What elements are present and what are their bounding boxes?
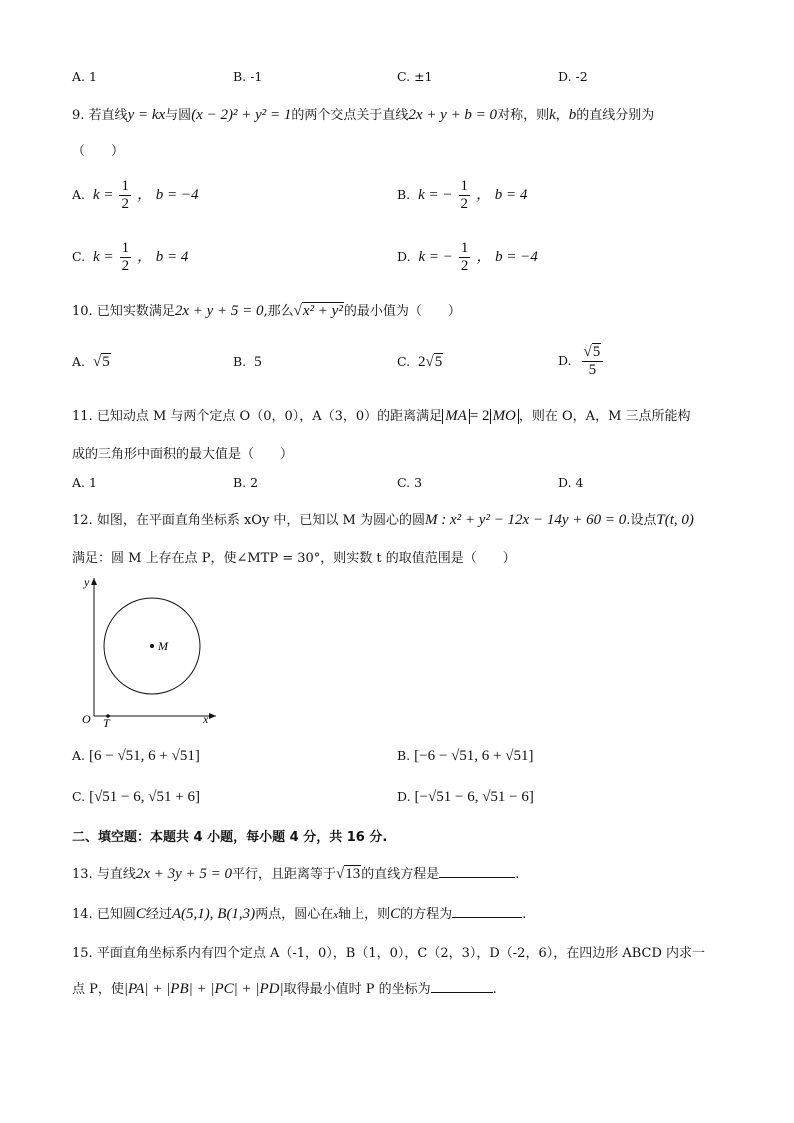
- q14-text: 的方程为: [400, 907, 453, 922]
- q9-text: 与圆: [165, 108, 192, 123]
- q15-stem-line2: [72, 978, 497, 998]
- q15-text: 点 P，使: [72, 982, 124, 997]
- q15-expr: |PA| + |PB| + |PC| + |PD|: [123, 981, 284, 997]
- answer-blank[interactable]: [439, 865, 515, 878]
- q9-var-b: b: [568, 107, 577, 123]
- q14-x: x: [333, 909, 339, 921]
- q14-text: 两点，圆心在: [255, 907, 334, 922]
- fraction: $\frac{1}{2}$: [460, 178, 469, 212]
- y-label: y: [84, 575, 90, 589]
- q9-option-b: [397, 178, 527, 213]
- q10-number: 10.: [72, 304, 93, 319]
- q9-a-k: k =: [92, 187, 114, 203]
- option-label: A.: [72, 748, 86, 763]
- q12-option-d: [397, 789, 534, 806]
- q10-text: ,那么: [263, 304, 294, 319]
- q12-text: .设点: [626, 513, 657, 528]
- q10-option-b: [233, 354, 262, 371]
- q9-text: 对称，则: [497, 108, 550, 123]
- q13-text: 平行，且距离等于: [232, 867, 337, 882]
- t-label: T: [103, 716, 110, 730]
- q9-c-b: ， b = 4: [137, 249, 189, 265]
- q12-point-t: T(t, 0): [656, 512, 694, 528]
- q12-circle-eq: M : x² + y² − 12x − 14y + 60 = 0: [425, 512, 627, 528]
- q13-end: .: [515, 867, 520, 882]
- q12-c-interval: [√51 − 6, √51 + 6]: [89, 789, 200, 805]
- q9-text: 的直线分别为: [576, 108, 655, 123]
- q12-b-interval: [−6 − √51, 6 + √51]: [414, 748, 534, 764]
- q11-option-c: C. 3: [397, 475, 423, 490]
- option-label: D.: [558, 353, 572, 368]
- q14-c2: C: [390, 906, 401, 922]
- q15-text: 平面直角坐标系内有四个定点 A（-1，0），B（1，0），C（2，3），D（-2，6），在四边形 ABCD 内求一: [96, 946, 706, 961]
- q8-option-c: C. ±1: [397, 69, 433, 84]
- q12-d-interval: [−√51 − 6, √51 − 6]: [414, 789, 534, 805]
- q9-a-b: ， b = −4: [136, 187, 199, 203]
- option-label: C.: [397, 354, 411, 369]
- q9-option-d: [397, 240, 538, 275]
- q15-stem-line1: [72, 942, 705, 961]
- q9-text: 若直线: [88, 108, 128, 123]
- q11-option-d: D. 4: [558, 475, 584, 490]
- q8-option-b: B. -1: [233, 69, 263, 84]
- q9-number: 9.: [72, 108, 85, 123]
- q12-option-a: [72, 748, 200, 765]
- q12-option-c: [72, 789, 200, 806]
- q13-eq: 2x + 3y + 5 = 0: [135, 866, 233, 882]
- q13-text: 与直线: [96, 867, 136, 882]
- q13-text: 的直线方程是: [361, 867, 440, 882]
- q11-text: 已知动点 M 与两个定点 O（0，0），A（3，0）的距离满足: [96, 409, 443, 424]
- q14-text: 轴上，则: [338, 907, 391, 922]
- option-label: C.: [72, 249, 86, 264]
- origin-label: O: [82, 712, 91, 726]
- q10-sqrt: √x² + y²: [293, 303, 343, 319]
- q9-var-k: k: [549, 107, 556, 123]
- q13-number: 13.: [72, 867, 93, 882]
- q9-text: 的两个交点关于直线: [291, 108, 409, 123]
- option-label: B.: [397, 187, 411, 202]
- q10-eq: 2x + y + 5 = 0: [174, 303, 264, 319]
- q9-c-k: k =: [93, 249, 114, 265]
- fraction: $\frac{1}{2}$: [121, 178, 129, 212]
- fraction: $\frac{1}{2}$: [460, 240, 469, 274]
- q11-stem-line1: [72, 405, 691, 425]
- sqrt: √5: [425, 354, 443, 370]
- q11-equals: = 2: [469, 408, 490, 424]
- q10-option-a: [72, 354, 111, 371]
- q10-b-value: 5: [254, 354, 262, 370]
- q9-b-k: k = −: [418, 187, 453, 203]
- q11-abs-mo: MO: [490, 409, 519, 424]
- fraction: $\frac{1}{2}$: [121, 240, 130, 274]
- fraction: $\frac{√5}{5}$: [582, 344, 604, 379]
- q9-text: ，: [555, 108, 569, 123]
- q12-text: 如图，在平面直角坐标系 xOy 中，已知以 M 为圆心的圆: [96, 513, 426, 528]
- q15-text: 取得最小值时 P 的坐标为: [283, 982, 431, 997]
- q10-option-c: [397, 354, 443, 371]
- q14-text: 已知圆: [96, 907, 136, 922]
- q12-figure: [70, 570, 220, 730]
- q9-option-c: [72, 240, 188, 275]
- q14-number: 14.: [72, 907, 93, 922]
- option-label: C.: [72, 789, 86, 804]
- q10-text: 的最小值为（ ）: [343, 304, 461, 319]
- q9-paren: （ ）: [72, 144, 125, 159]
- answer-blank[interactable]: [431, 980, 493, 993]
- q9-line-eq: y = kx: [127, 107, 166, 123]
- q8-option-a: A. 1: [72, 69, 97, 84]
- q9-line2-eq: 2x + y + b = 0: [408, 107, 498, 123]
- x-axis-arrow-icon: [209, 713, 216, 719]
- m-label: M: [158, 639, 168, 653]
- section-title: 二、填空题：本题共 4 小题，每小题 4 分，共 16 分.: [72, 830, 388, 845]
- sqrt: √13: [336, 866, 361, 882]
- q10-c-coef: 2: [418, 354, 426, 370]
- q9-d-b: ， b = −4: [476, 249, 538, 265]
- center-point: [150, 644, 154, 648]
- q15-end: .: [492, 982, 497, 997]
- q12-stem-line2: 满足：圆 M 上存在点 P，使∠MTP = 30°，则实数 t 的取值范围是（ ）: [72, 551, 516, 566]
- q9-d-k: k = −: [418, 249, 453, 265]
- q13-stem: [72, 863, 519, 883]
- x-label: x: [203, 712, 209, 726]
- sqrt: √5: [92, 354, 110, 370]
- q10-text: 已知实数满足: [96, 304, 175, 319]
- answer-blank[interactable]: [452, 905, 522, 918]
- q14-end: .: [522, 907, 527, 922]
- q12-number: 12.: [72, 513, 93, 528]
- q9-option-a: [72, 178, 198, 213]
- q9-stem: [72, 104, 654, 124]
- q11-abs-ma: MA: [442, 409, 470, 424]
- y-axis-arrow-icon: [91, 578, 97, 585]
- q10-option-d: [558, 344, 605, 379]
- q11-number: 11.: [72, 409, 93, 424]
- q11-stem-line2: 成的三角形中面积的最大值是（ ）: [72, 447, 294, 462]
- q12-a-interval: [6 − √51, 6 + √51]: [89, 748, 200, 764]
- q14-c: C: [135, 906, 146, 922]
- q11-option-a: A. 1: [72, 475, 97, 490]
- q11-text: ，则在 O，A，M 三点所能构: [518, 409, 691, 424]
- option-label: A.: [72, 187, 86, 202]
- q10-stem: [72, 300, 461, 320]
- q14-stem: [72, 903, 526, 923]
- option-label: B.: [233, 354, 247, 369]
- option-label: B.: [397, 748, 411, 763]
- option-label: D.: [397, 789, 411, 804]
- option-label: A.: [72, 354, 86, 369]
- q12-stem-line1: [72, 509, 694, 529]
- q11-option-b: B. 2: [233, 475, 259, 490]
- q15-number: 15.: [72, 946, 93, 961]
- q12-option-b: [397, 748, 534, 765]
- q14-text: 经过: [145, 907, 172, 922]
- q9-circle-eq: (x − 2)² + y² = 1: [191, 107, 292, 123]
- q9-b-b: ， b = 4: [476, 187, 528, 203]
- q14-points: A(5,1), B(1,3): [171, 906, 256, 922]
- option-label: D.: [397, 249, 411, 264]
- q8-option-d: D. -2: [558, 69, 588, 84]
